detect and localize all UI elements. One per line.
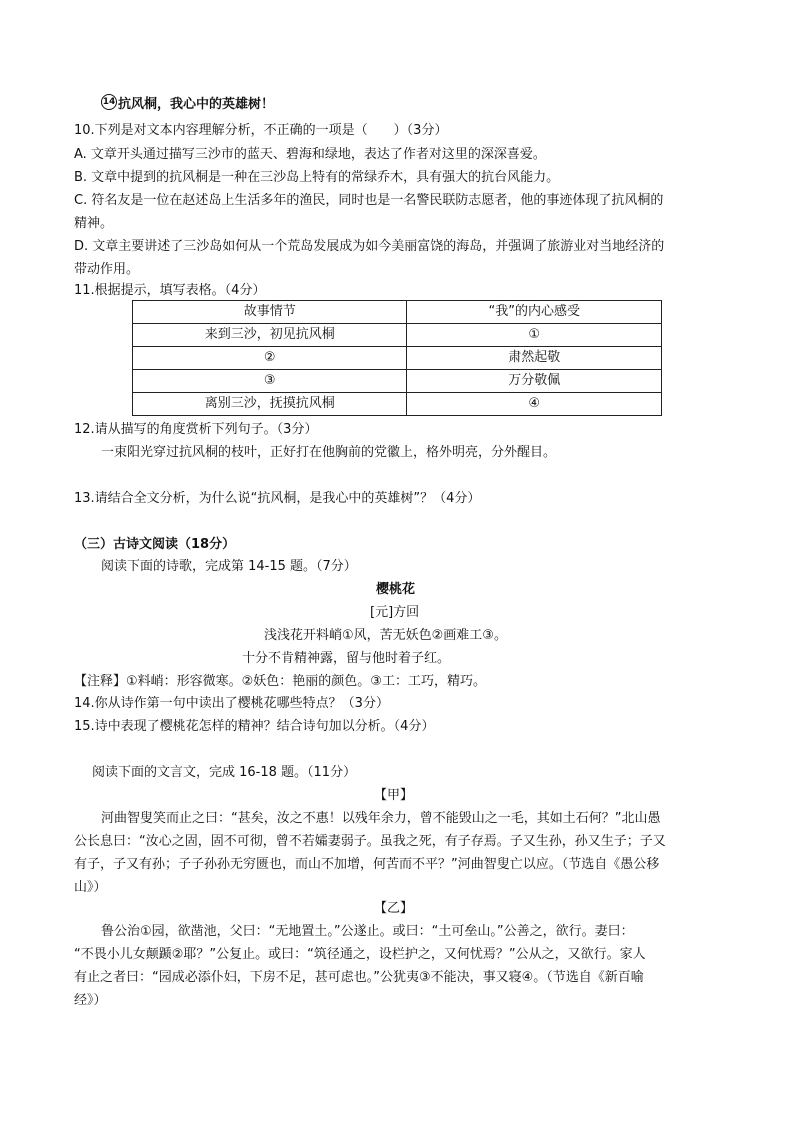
passage-jia-line4: 山》）: [74, 880, 107, 895]
q11-stem: 11.根据提示，填写表格。（4分）: [74, 283, 266, 298]
q14-stem: 14.你从诗作第一句中读出了樱桃花哪些特点？（3分）: [74, 696, 389, 711]
passage-yi-line3: 有止之者曰：“园成必添仆妇，下房不足，甚可虑也。”公犹夷③不能决，事又寝④。（节选自《新百喻: [74, 970, 644, 985]
q12-stem: 12.请从描写的角度赏析下列句子。（3分）: [74, 422, 318, 437]
table-cell: ①: [407, 324, 662, 347]
poem-notes: 【注释】①料峭：形容微寒。②妖色：艳丽的颜色。③工：工巧，精巧。: [74, 674, 486, 689]
section-title: （三）古诗文阅读（18分）: [74, 537, 236, 552]
table-cell: ④: [407, 393, 662, 416]
table-cell: 来到三沙，初见抗风桐: [133, 324, 407, 347]
q12-sentence: 一束阳光穿过抗风桐的枝叶，正好打在他胸前的党徽上，格外明亮，分外醒目。: [101, 445, 557, 460]
paragraph-number-circle: 14: [101, 94, 117, 110]
table-header-row: [133, 301, 662, 324]
q10-option-c-line2: 精神。: [74, 216, 114, 231]
passage-jia-line2: 公长息曰：“汝心之固，固不可彻，曾不若孀妻弱子。虽我之死，有子存焉。子又生孙，孙又生子；子又: [74, 834, 666, 849]
poem-author: [元]方回: [370, 605, 420, 620]
table-cell: ②: [133, 347, 407, 370]
passage-yi-title: 【乙】: [374, 901, 414, 916]
article-final-sentence: 抗风桐，我心中的英雄树！: [118, 97, 275, 112]
plot-feeling-table: [132, 300, 662, 416]
q10-option-a: A. 文章开头通过描写三沙市的蓝天、碧海和绿地，表达了作者对这里的深深喜爱。: [74, 147, 546, 162]
passage-yi-line4: 经》）: [74, 993, 107, 1008]
table-row: [133, 324, 662, 347]
passage-yi-line2: “不畏小儿女颠踬②耶？”公复止。或曰：“筑径通之，设栏护之，又何忧焉？”公从之，又欲行。家人: [74, 947, 646, 962]
passage-jia-line3: 有子，子又有孙；子子孙孙无穷匮也，而山不加增，何苦而不平？”河曲智叟亡以应。（节选自《愚公移: [74, 857, 660, 872]
table-row: [133, 370, 662, 393]
table-cell: 万分敬佩: [407, 370, 662, 393]
poem-line-2: 十分不肯精神露，留与他时着子红。: [242, 651, 451, 666]
q10-option-d-line2: 带动作用。: [74, 262, 140, 277]
table-cell: 肃然起敬: [407, 347, 662, 370]
classical-instructions: 阅读下面的文言文，完成 16-18 题。（11分）: [92, 765, 357, 780]
q10-stem: 10.下列是对文本内容理解分析，不正确的一项是（ ）（3分）: [74, 123, 448, 138]
poem-line-1: 浅浅花开料峭①风，苦无妖色②画难工③。: [264, 628, 507, 643]
passage-jia-line1: 河曲智叟笑而止之曰：“甚矣，汝之不惠！以残年余力，曾不能毁山之一毛，其如土石何？”北山愚: [101, 811, 661, 826]
q13-stem: 13.请结合全文分析，为什么说“抗风桐，是我心中的英雄树”？（4分）: [74, 491, 481, 506]
table-header-cell: 故事情节: [133, 301, 407, 324]
q10-option-d-line1: D. 文章主要讲述了三沙岛如何从一个荒岛发展成为如今美丽富饶的海岛，并强调了旅游业对当地经济的: [74, 239, 665, 254]
passage-jia-title: 【甲】: [374, 788, 414, 803]
poem-instructions: 阅读下面的诗歌，完成第 14-15 题。（7分）: [101, 559, 357, 574]
table-header-cell: “我”的内心感受: [407, 301, 662, 324]
q15-stem: 15.诗中表现了樱桃花怎样的精神？结合诗句加以分析。（4分）: [74, 719, 435, 734]
passage-yi-line1: 鲁公治①园，欲凿池，父曰：“无地置土。”公遂止。或曰：“土可垒山。”公善之，欲行。妻曰：: [101, 924, 634, 939]
table-cell: ③: [133, 370, 407, 393]
q10-option-c-line1: C. 符名友是一位在赵述岛上生活多年的渔民，同时也是一名警民联防志愿者，他的事迹体现了抗风桐的: [74, 193, 664, 208]
article-final-line: [101, 94, 274, 116]
table-row: [133, 347, 662, 370]
table-cell: 离别三沙，抚摸抗风桐: [133, 393, 407, 416]
poem-title: 樱桃花: [376, 582, 416, 597]
q10-option-b: B. 文章中提到的抗风桐是一种在三沙岛上特有的常绿乔木，具有强大的抗台风能力。: [74, 170, 560, 185]
table-row: [133, 393, 662, 416]
